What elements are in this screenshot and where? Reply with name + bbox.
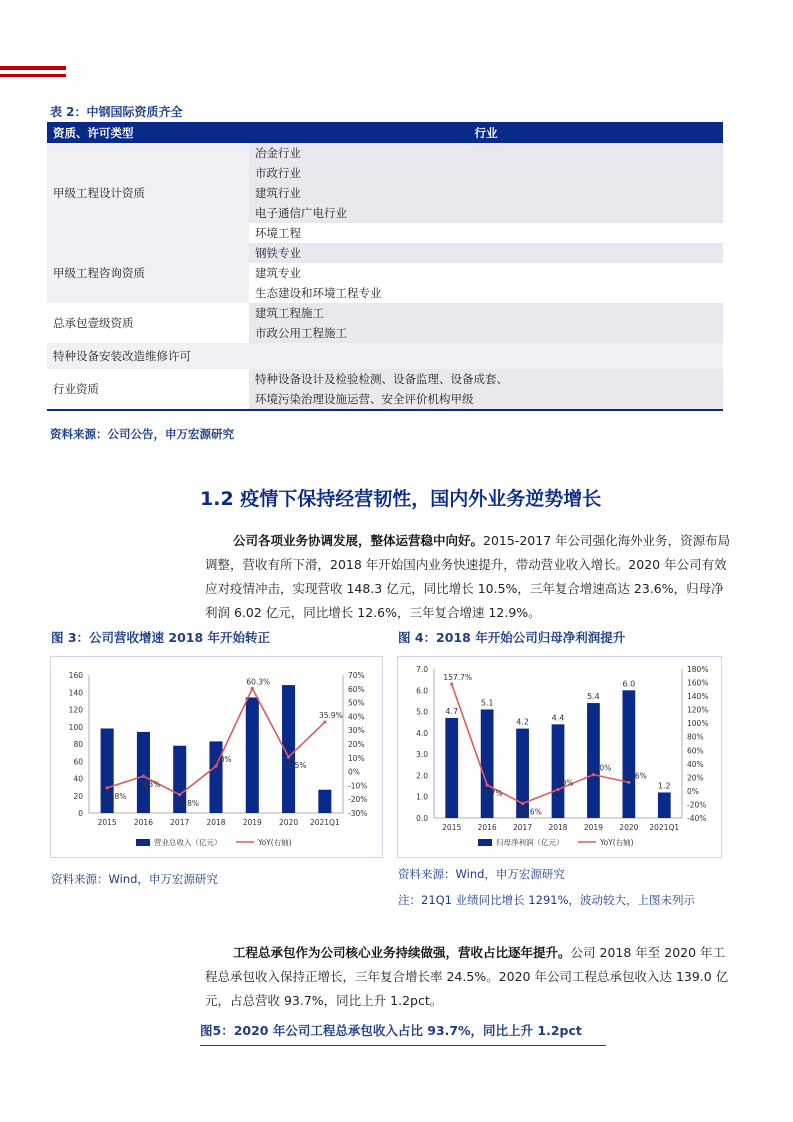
- yoy-point: [178, 793, 181, 796]
- x-tick-label: 2017: [170, 818, 190, 827]
- figure-5-caption: 图5：2020 年公司工程总承包收入占比 93.7%，同比上升 1.2pct: [200, 1021, 606, 1046]
- y2-tick-label: -20%: [348, 795, 368, 805]
- legend-line-label: YoY(右轴): [600, 838, 634, 847]
- y2-tick-label: 140%: [687, 692, 709, 702]
- y2-tick-label: 50%: [348, 698, 365, 708]
- table-cell: 冶金行业: [249, 143, 723, 163]
- yoy-value-label: -11.8%: [99, 791, 127, 801]
- yoy-value-label: 35.9%: [318, 711, 343, 721]
- yoy-point: [106, 786, 109, 789]
- x-tick-label: 2021Q1: [309, 818, 340, 827]
- table-cell: 市政公用工程施工: [249, 323, 723, 343]
- yoy-value-label: 60.3%: [246, 677, 271, 687]
- yoy-point: [486, 783, 489, 786]
- x-tick-label: 2016: [133, 818, 153, 827]
- x-tick-label: 2020: [279, 818, 299, 827]
- yoy-point: [450, 683, 453, 686]
- table-cell: 特种设备设计及检验检测、设备监理、设备成套、: [249, 369, 723, 389]
- figure-4-source: 资料来源：Wind，申万宏源研究: [398, 867, 565, 881]
- legend-bar-label: 营业总收入（亿元）: [154, 838, 222, 847]
- y2-tick-label: 10%: [348, 753, 365, 763]
- y2-tick-label: 180%: [687, 665, 709, 674]
- paragraph-1-body: 2015-2017 年公司强化海外业务，资源布局调整，营收有所下滑，2018 年开始国内业务快速提升，带动营业收入增长。2020 年公司有效应对疫情冲击，实现营收 148.3 亿元，同比增长 10.5%，三年复合增速高达 23.6%，归母净利润 6.02 亿元，同比增长 12.6%，三年复合增速 12.9%。: [205, 533, 731, 620]
- bar: [587, 703, 600, 818]
- y-tick-label: 60: [73, 757, 83, 767]
- bar-value-label: 5.4: [587, 692, 600, 702]
- legend-line-label: YoY(右轴): [258, 838, 292, 847]
- table-category: 行业资质: [47, 369, 249, 410]
- yoy-point: [556, 788, 559, 791]
- y-tick-label: 2.0: [416, 771, 428, 781]
- bar-value-label: 6.0: [622, 679, 636, 689]
- yoy-value-label: 157.7%: [443, 673, 473, 683]
- y2-tick-label: -30%: [348, 809, 368, 818]
- y2-tick-label: -40%: [687, 814, 707, 823]
- table-cell: 电子通信广电行业: [249, 203, 723, 223]
- x-tick-label: 2018: [548, 823, 568, 832]
- header-red-bar: [0, 66, 66, 70]
- y2-tick-label: 70%: [348, 671, 365, 680]
- bar: [209, 741, 222, 813]
- y2-tick-label: 20%: [348, 740, 365, 749]
- yoy-value-label: 12.6%: [622, 771, 647, 781]
- table-cell: [249, 343, 723, 369]
- x-tick-label: 2016: [477, 823, 497, 832]
- chart-net-profit: [397, 656, 722, 858]
- yoy-value-label: 2.0%: [554, 778, 574, 788]
- yoy-value-label: -3.3%: [138, 780, 161, 790]
- x-tick-label: 2019: [242, 818, 262, 827]
- y2-tick-label: -10%: [348, 781, 368, 791]
- bar-value-label: 5.1: [480, 698, 494, 708]
- table-source: 资料来源：公司公告，申万宏源研究: [50, 427, 234, 441]
- y-tick-label: 0.0: [416, 814, 428, 823]
- y-tick-label: 4.0: [416, 728, 428, 738]
- y2-tick-label: 60%: [687, 746, 704, 756]
- yoy-value-label: 4.0%: [212, 755, 232, 765]
- paragraph-1: [205, 529, 733, 625]
- x-tick-label: 2021Q1: [649, 823, 680, 832]
- table-header-type: 资质、许可类型: [47, 122, 249, 143]
- table-caption: 表 2：中钢国际资质齐全: [50, 105, 183, 119]
- table-cell: 环境污染治理设施运营、安全评价机构甲级: [249, 389, 723, 410]
- header-red-bar-thin: [0, 74, 66, 77]
- yoy-point: [251, 687, 254, 690]
- yoy-point: [521, 802, 524, 805]
- paragraph-2-lead: 工程总承包作为公司核心业务持续做强，营收占比逐年提升。: [233, 945, 571, 960]
- yoy-point: [214, 764, 217, 767]
- x-tick-label: 2019: [583, 823, 603, 832]
- figure-3-source: 资料来源：Wind，申万宏源研究: [51, 872, 218, 886]
- yoy-value-label: -16.8%: [172, 798, 199, 808]
- bar: [658, 792, 671, 818]
- bar-value-label: 4.2: [516, 717, 529, 727]
- y-tick-label: 7.0: [416, 665, 428, 674]
- y2-tick-label: 40%: [348, 712, 365, 722]
- figure-3-caption: 图 3：公司营收增速 2018 年开始转正: [51, 630, 271, 645]
- table-category: 甲级工程设计资质: [47, 143, 249, 243]
- paragraph-2: [205, 941, 733, 1013]
- bar: [137, 732, 150, 813]
- bar-value-label: 1.2: [657, 781, 671, 791]
- yoy-point: [142, 775, 145, 778]
- y-tick-label: 40: [73, 774, 83, 784]
- x-tick-label: 2018: [206, 818, 226, 827]
- paragraph-1-lead: 公司各项业务协调发展，整体运营稳中向好。: [233, 533, 484, 548]
- x-tick-label: 2015: [442, 823, 462, 832]
- y-tick-label: 160: [68, 671, 83, 680]
- bar: [318, 790, 331, 813]
- bar: [445, 718, 458, 818]
- yoy-point: [592, 773, 595, 776]
- y2-tick-label: 100%: [687, 719, 709, 729]
- paragraph-2-body: 公司 2018 年至 2020 年工程总承包收入保持正增长，三年复合增长率 24.5%。2020 年公司工程总承包收入达 139.0 亿元，占总营收 93.7%，同比上升 1.2pct。: [205, 945, 729, 1008]
- table-cell: 建筑专业: [255, 266, 301, 280]
- bar: [481, 709, 494, 818]
- legend-bar-label: 归母净利润（亿元）: [496, 838, 564, 847]
- yoy-point: [287, 756, 290, 759]
- chart-revenue: [50, 656, 383, 858]
- y2-tick-label: 40%: [687, 759, 704, 769]
- y-tick-label: 80: [73, 740, 83, 749]
- yoy-value-label: 24.0%: [587, 763, 612, 773]
- yoy-value-label: 10.5%: [282, 761, 307, 771]
- bar: [622, 690, 635, 818]
- table-category: 总承包壹级资质: [53, 316, 134, 330]
- y-tick-label: 100: [68, 722, 83, 732]
- y-tick-label: 6.0: [416, 686, 428, 696]
- y2-tick-label: 30%: [348, 726, 365, 736]
- y-tick-label: 0: [78, 809, 83, 818]
- y-tick-label: 3.0: [416, 750, 428, 760]
- y-tick-label: 140: [68, 688, 83, 698]
- table-cell: 建筑行业: [249, 183, 723, 203]
- section-heading: 1.2 疫情下保持经营韧性，国内外业务逆势增长: [200, 488, 602, 510]
- y2-tick-label: 0%: [348, 767, 360, 777]
- table-cell: 建筑工程施工: [249, 303, 723, 323]
- qualification-table: [47, 122, 723, 411]
- x-tick-label: 2020: [619, 823, 639, 832]
- figure-4-caption: 图 4：2018 年开始公司归母净利润提升: [398, 630, 626, 645]
- y-tick-label: 120: [68, 705, 83, 715]
- y2-tick-label: 160%: [687, 678, 709, 688]
- y2-tick-label: -20%: [687, 800, 707, 810]
- yoy-value-label: 8.7%: [483, 789, 503, 799]
- yoy-point: [627, 781, 630, 784]
- x-tick-label: 2015: [97, 818, 117, 827]
- bar: [246, 697, 259, 813]
- yoy-line: [452, 684, 629, 803]
- figure-4-note: 注：21Q1 业绩同比增长 1291%，波动较大，上图未列示: [398, 893, 696, 907]
- bar: [552, 724, 565, 818]
- table-cell: 钢铁专业: [249, 243, 723, 263]
- table-category: 甲级工程咨询资质: [47, 243, 249, 303]
- y-tick-label: 20: [73, 791, 83, 801]
- legend-bar-swatch: [136, 839, 150, 846]
- yoy-value-label: -18.6%: [515, 807, 542, 817]
- y2-tick-label: 120%: [687, 705, 709, 715]
- x-tick-label: 2017: [513, 823, 533, 832]
- table-header-industry: 行业: [249, 122, 723, 143]
- yoy-point: [323, 720, 326, 723]
- y2-tick-label: 0%: [687, 786, 699, 796]
- legend-bar-swatch: [478, 839, 492, 846]
- y2-tick-label: 60%: [348, 684, 365, 694]
- table-cell: 市政行业: [249, 163, 723, 183]
- table-cell: 环境工程: [255, 226, 301, 240]
- y2-tick-label: 20%: [687, 773, 704, 783]
- bar-value-label: 4.4: [551, 713, 565, 723]
- table-cell: 生态建设和环境工程专业: [255, 286, 382, 300]
- y-tick-label: 5.0: [416, 707, 428, 717]
- bar-value-label: 4.7: [445, 706, 459, 716]
- table-category: 特种设备安装改造维修许可: [47, 343, 249, 369]
- y-tick-label: 1.0: [416, 792, 428, 802]
- y2-tick-label: 80%: [687, 732, 704, 742]
